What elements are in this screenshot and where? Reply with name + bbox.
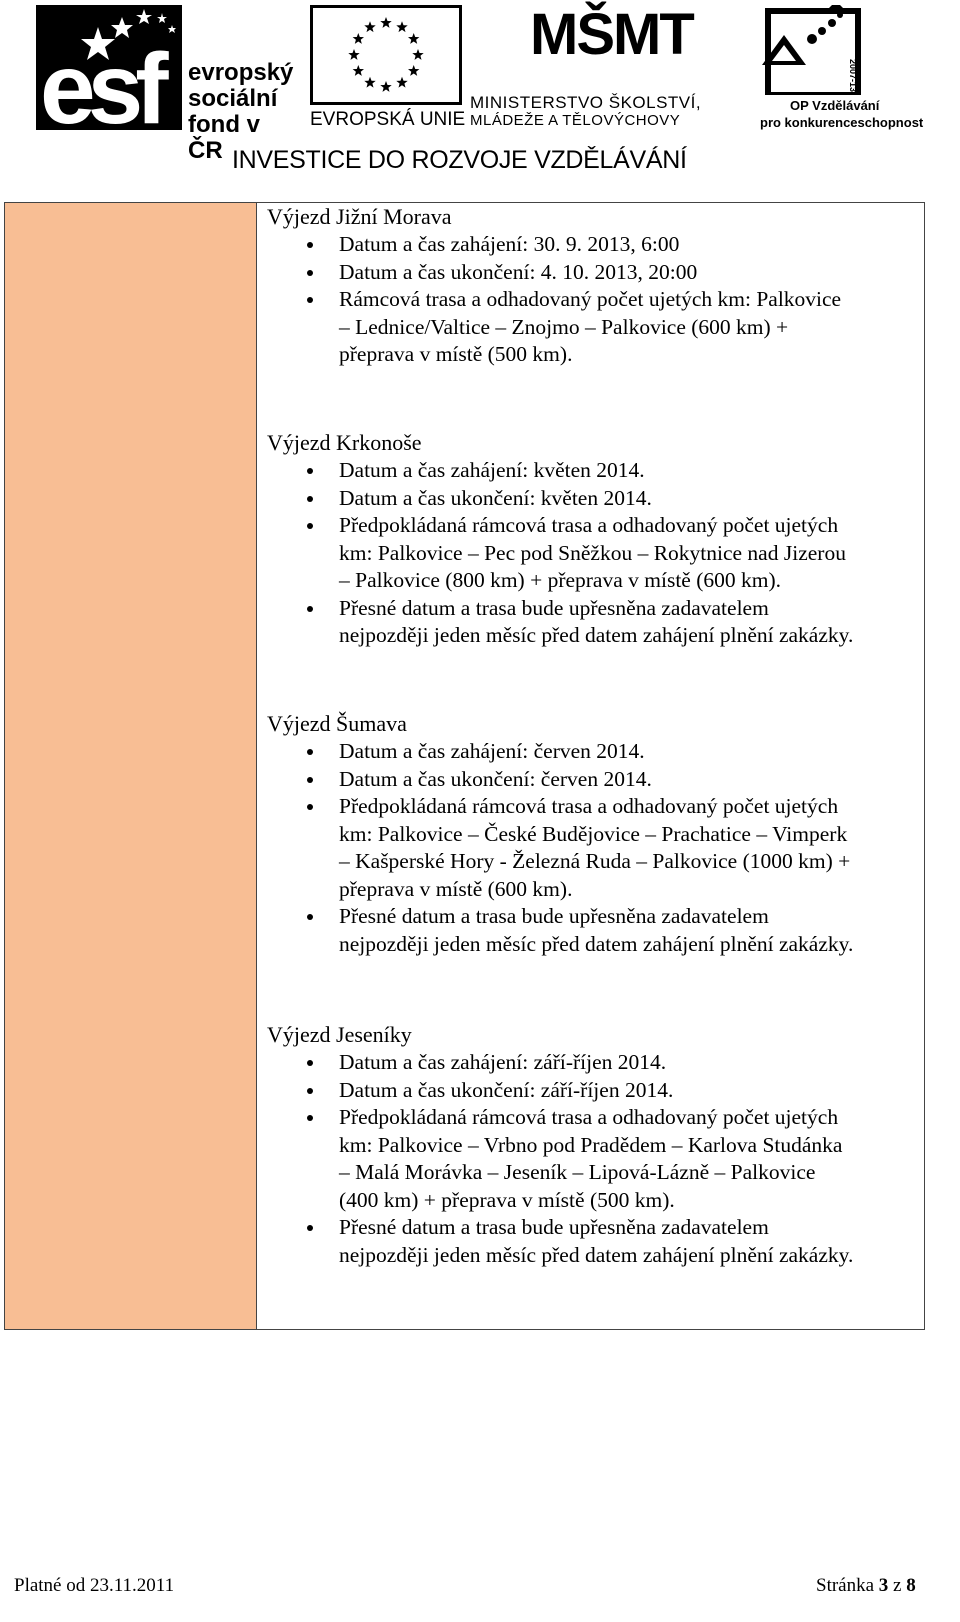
eu-star-icon	[408, 33, 419, 44]
trip-section	[267, 203, 927, 369]
trip-detail-line: nejpozději jeden měsíc před datem zahájení plnění zakázky.	[339, 1242, 854, 1267]
eu-logo	[310, 5, 466, 130]
op-vk-logo	[760, 5, 950, 130]
trip-detail-item	[267, 1049, 927, 1077]
trip-detail-item	[267, 595, 927, 650]
eu-star-icon	[353, 33, 364, 44]
eu-star-icon	[364, 21, 375, 32]
trip-detail-item	[267, 766, 927, 794]
trip-detail-line: km: Palkovice – České Budějovice – Prachatice – Vimperk	[339, 821, 848, 846]
trip-detail-line: Datum a čas ukončení: září-říjen 2014.	[339, 1077, 674, 1102]
eu-star-icon	[408, 65, 419, 76]
page-header	[0, 0, 960, 190]
trip-detail-line: nejpozději jeden měsíc před datem zahájení plnění zakázky.	[339, 623, 854, 647]
eu-star-icon	[348, 49, 359, 60]
trip-detail-line: – Palkovice (800 km) + přeprava v místě (600 km).	[339, 568, 782, 592]
op-vk-line2: pro konkurenceschopnost	[760, 115, 924, 130]
trip-detail-line: Předpokládaná rámcová trasa a odhadovaný počet ujetých	[339, 513, 839, 537]
trip-section	[267, 1021, 927, 1269]
content-table-left-cell	[5, 203, 257, 1329]
trip-detail-item	[267, 903, 927, 958]
trip-detail-line: – Lednice/Valtice – Znojmo – Palkovice (600 km) +	[339, 314, 789, 339]
op-vk-line1: OP Vzdělávání	[790, 98, 880, 113]
eu-stars-icon	[313, 8, 459, 102]
trip-detail-line: přeprava v místě (600 km).	[339, 876, 573, 901]
content-table	[4, 202, 925, 1330]
trip-details-list	[267, 457, 927, 650]
footer-page-total: 8	[906, 1575, 916, 1596]
eu-star-icon	[353, 65, 364, 76]
eu-star-icon	[380, 81, 391, 92]
eu-flag-icon	[310, 5, 462, 105]
trip-detail-line: Datum a čas zahájení: září-říjen 2014.	[339, 1050, 667, 1074]
esf-logo-mark	[36, 5, 182, 130]
trip-details-list	[267, 231, 927, 369]
trip-detail-item	[267, 259, 927, 287]
eu-star-icon	[396, 77, 407, 88]
msmt-logo-mark: MŠMT	[530, 2, 693, 67]
trip-section	[267, 429, 927, 650]
esf-logo	[36, 5, 300, 164]
eu-star-icon	[364, 77, 375, 88]
trip-detail-line: Předpokládaná rámcová trasa a odhadovaný počet ujetých	[339, 794, 839, 818]
trip-detail-line: nejpozději jeden měsíc před datem zahájení plnění zakázky.	[339, 931, 854, 956]
header-tagline: INVESTICE DO ROZVOJE VZDĚLÁVÁNÍ	[232, 146, 687, 174]
esf-logo-letters: esf	[40, 33, 161, 130]
trip-detail-item	[267, 738, 927, 766]
trip-detail-line: – Kašperské Hory - Železná Ruda – Palkovice (1000 km) +	[339, 849, 851, 873]
trip-details-list	[267, 738, 927, 958]
trip-detail-item	[267, 1077, 927, 1105]
footer-page-of: z	[893, 1575, 902, 1596]
trip-detail-line: Datum a čas ukončení: 4. 10. 2013, 20:00	[339, 259, 698, 284]
trip-detail-line: km: Palkovice – Pec pod Sněžkou – Rokytnice nad Jizerou	[339, 540, 846, 565]
eu-star-icon	[396, 21, 407, 32]
footer-page-current: 3	[878, 1575, 889, 1596]
trip-section-title: Výjezd Jeseníky	[267, 1022, 412, 1047]
eu-star-icon	[412, 49, 423, 60]
trip-detail-line: Přesné datum a trasa bude upřesněna zadavatelem	[339, 595, 769, 620]
trip-detail-item	[267, 231, 927, 259]
trip-detail-line: Přesné datum a trasa bude upřesněna zadavatelem	[339, 1215, 769, 1239]
msmt-logo-line2: MLÁDEŽE A TĚLOVÝCHOVY	[470, 112, 681, 129]
trip-section-title: Výjezd Jižní Morava	[267, 204, 452, 229]
trip-detail-item	[267, 485, 927, 513]
msmt-logo-line1: MINISTERSTVO ŠKOLSTVÍ,	[470, 93, 702, 112]
trip-detail-item	[267, 512, 927, 595]
msmt-logo	[470, 2, 740, 130]
trip-detail-line: Předpokládaná rámcová trasa a odhadovaný počet ujetých	[339, 1105, 839, 1129]
trip-detail-line: Datum a čas zahájení: 30. 9. 2013, 6:00	[339, 232, 680, 256]
footer-valid-from: Platné od 23.11.2011	[14, 1575, 175, 1596]
trip-detail-item	[267, 793, 927, 903]
trip-detail-line: přeprava v místě (500 km).	[339, 342, 573, 366]
op-vk-badge: 2007-13	[848, 59, 858, 93]
esf-logo-text: evropský sociální fond v ČR	[188, 59, 294, 164]
trip-detail-line: Přesné datum a trasa bude upřesněna zadavatelem	[339, 904, 769, 928]
eu-logo-label: EVROPSKÁ UNIE	[310, 109, 466, 130]
trip-details-list	[267, 1049, 927, 1269]
trip-detail-item	[267, 1214, 927, 1269]
footer-page-number	[816, 1575, 916, 1597]
trip-detail-line: Datum a čas ukončení: květen 2014.	[339, 485, 652, 510]
trip-detail-line: Datum a čas zahájení: květen 2014.	[339, 458, 645, 482]
trip-detail-line: Datum a čas ukončení: červen 2014.	[339, 766, 652, 791]
footer-page-label: Stránka	[816, 1575, 875, 1596]
eu-star-icon	[380, 17, 391, 28]
trip-section-title: Výjezd Šumava	[267, 711, 407, 736]
trip-section	[267, 710, 927, 958]
trip-section-title: Výjezd Krkonoše	[267, 430, 422, 455]
trip-detail-item	[267, 286, 927, 369]
trip-detail-line: (400 km) + přeprava v místě (500 km).	[339, 1187, 675, 1212]
trip-detail-item	[267, 1104, 927, 1214]
trip-detail-item	[267, 457, 927, 485]
trip-detail-line: – Malá Morávka – Jeseník – Lipová-Lázně – Palkovice	[339, 1160, 816, 1184]
trip-detail-line: km: Palkovice – Vrbno pod Pradědem – Karlova Studánka	[339, 1132, 843, 1157]
trip-detail-line: Rámcová trasa a odhadovaný počet ujetých km: Palkovice	[339, 287, 842, 311]
trip-detail-line: Datum a čas zahájení: červen 2014.	[339, 739, 645, 763]
